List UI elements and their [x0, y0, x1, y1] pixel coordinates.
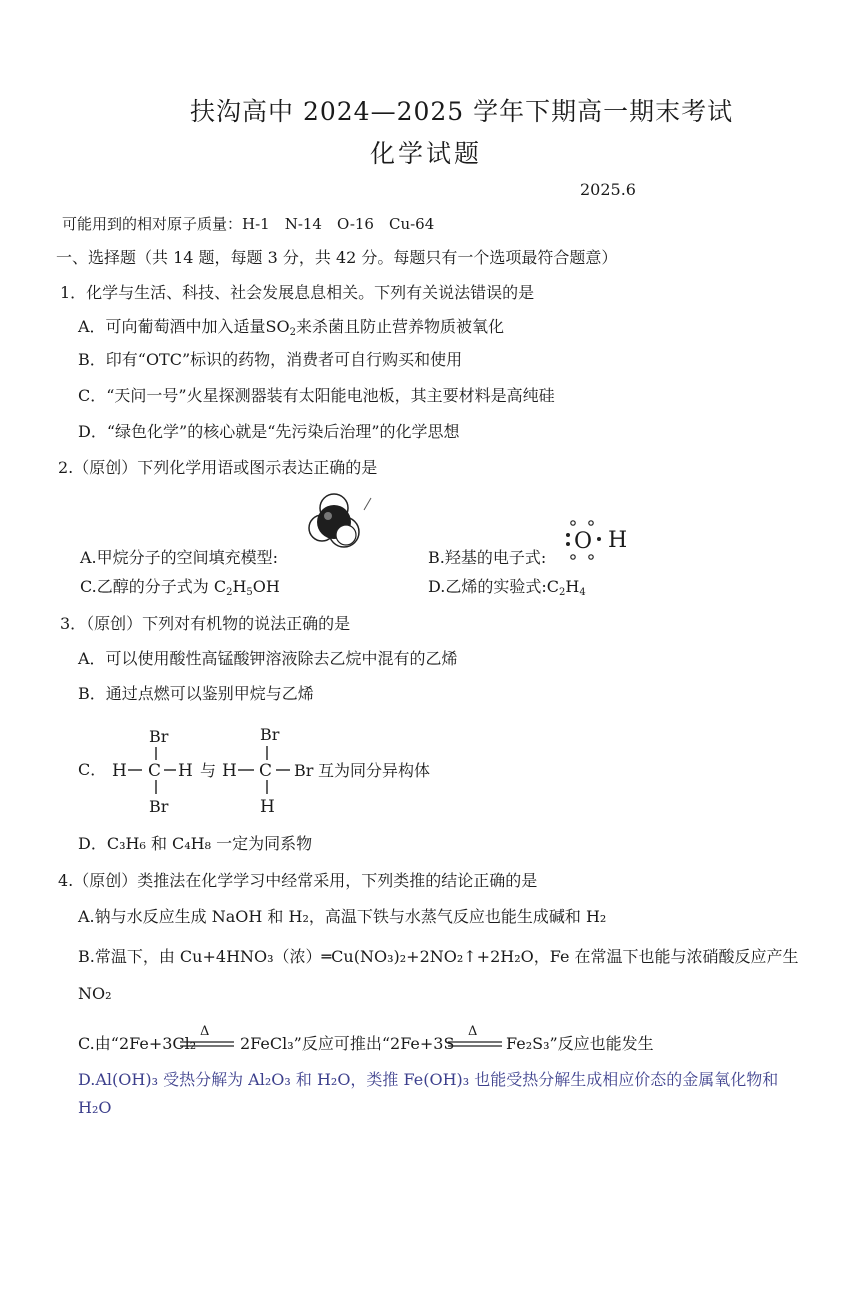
q4-c-pre: C.由“2Fe+3Cl₂ [78, 1034, 197, 1053]
s2-right-br: Br [294, 761, 314, 780]
atomic-masses: 可能用到的相对原子质量：H-1 N-14 O-16 Cu-64 [62, 215, 435, 233]
q2-c-mid: H [232, 577, 247, 596]
question-2-option-b: B.羟基的电子式: [428, 548, 547, 567]
s1-left-h: H [112, 761, 127, 781]
exam-title: 扶沟高中 2024—2025 学年下期高一期末考试 [190, 97, 734, 126]
q2-d-sub2: 4 [579, 587, 586, 598]
heating-arrow-1-icon [178, 1022, 236, 1056]
delta-label-1: Δ [200, 1024, 210, 1039]
question-1-option-c: C．“天问一号”火星探测器装有太阳能电池板，其主要材料是高纯硅 [78, 386, 555, 405]
question-4-option-a: A.钠与水反应生成 NaOH 和 H₂，高温下铁与水蒸气反应也能生成碱和 H₂ [78, 907, 607, 926]
question-1-stem: 1．化学与生活、科技、社会发展息息相关。下列有关说法错误的是 [60, 283, 535, 302]
s1-right-h: H [178, 761, 193, 781]
exam-date: 2025.6 [580, 180, 636, 199]
question-4-option-d-line2: H₂O [78, 1098, 112, 1117]
q1-a-sub: 2 [289, 327, 297, 338]
question-4-option-c-mid: 2FeCl₃”反应可推出“2Fe+3S [240, 1034, 455, 1053]
s2-top-br: Br [260, 725, 280, 744]
question-2-option-a: A.甲烷分子的空间填充模型: [80, 548, 279, 567]
question-3-option-a: A．可以使用酸性高锰酸钾溶液除去乙烷中混有的乙烯 [78, 649, 458, 668]
question-1-option-b: B．印有“OTC”标识的药物，消费者可自行购买和使用 [78, 350, 463, 369]
s1-top-br: Br [149, 727, 169, 746]
q2-d-mid: H [565, 577, 580, 596]
s2-center-c: C [259, 761, 273, 781]
s2-left-h: H [222, 761, 237, 781]
methane-space-filling-model-icon [298, 488, 388, 558]
question-4-option-c-post: Fe₂S₃”反应也能发生 [506, 1034, 654, 1053]
question-4-stem: 4.（原创）类推法在化学学习中经常采用，下列类推的结论正确的是 [58, 871, 538, 890]
q1-a-post: 来杀菌且防止营养物质被氧化 [296, 317, 505, 336]
hydroxyl-electron-formula-icon [560, 517, 640, 563]
s-connector-text: 与 [200, 761, 217, 780]
question-1-option-a [78, 317, 504, 337]
question-3-option-b: B．通过点燃可以鉴别甲烷与乙烯 [78, 684, 314, 703]
heating-arrow-2-icon [446, 1022, 504, 1056]
hydroxyl-o-label: O [574, 529, 593, 554]
s2-bottom-h: H [260, 797, 275, 817]
question-3-option-c-label: C． [78, 760, 107, 779]
question-2-option-d [428, 577, 586, 597]
q2-d-sub1: 2 [558, 587, 566, 598]
q2-c-sub1: 2 [226, 587, 233, 598]
question-4-option-d-line1: D.Al(OH)₃ 受热分解为 Al₂O₃ 和 H₂O，类推 Fe(OH)₃ 也能受热分解生成相应价态的金属氧化物和 [78, 1070, 779, 1089]
s1-bottom-br: Br [149, 797, 169, 816]
s-post-text: 互为同分异构体 [318, 761, 431, 780]
section-heading: 一、选择题（共 14 题，每题 3 分，共 42 分。每题只有一个选项最符合题意） [56, 248, 618, 267]
q2-d-pre: D.乙烯的实验式:C [428, 577, 559, 596]
question-4-option-b-line2: NO₂ [78, 984, 112, 1003]
exam-subtitle: 化学试题 [370, 139, 483, 168]
q2-c-pre: C.乙醇的分子式为 C [80, 577, 227, 596]
question-2-option-c [80, 577, 280, 597]
question-3-stem: 3．（原创）下列对有机物的说法正确的是 [60, 614, 351, 633]
s1-center-c: C [148, 761, 162, 781]
hydroxyl-h-label: H [608, 528, 628, 553]
delta-label-2: Δ [468, 1024, 478, 1039]
question-1-option-d: D．“绿色化学”的核心就是“先污染后治理”的化学思想 [78, 422, 460, 441]
question-3-option-d: D．C₃H₆ 和 C₄H₈ 一定为同系物 [78, 834, 313, 853]
question-4-option-b-line1: B.常温下，由 Cu+4HNO₃（浓）═Cu(NO₃)₂+2NO₂↑+2H₂O，Fe 在常温下也能与浓硝酸反应产生 [78, 947, 799, 966]
q2-c-post: OH [252, 577, 280, 596]
question-2-stem: 2.（原创）下列化学用语或图示表达正确的是 [58, 458, 378, 477]
dibromomethane-structures-icon [104, 722, 464, 834]
q1-a-pre: A．可向葡萄酒中加入适量SO [78, 317, 290, 336]
q2-c-sub2: 5 [246, 587, 253, 598]
